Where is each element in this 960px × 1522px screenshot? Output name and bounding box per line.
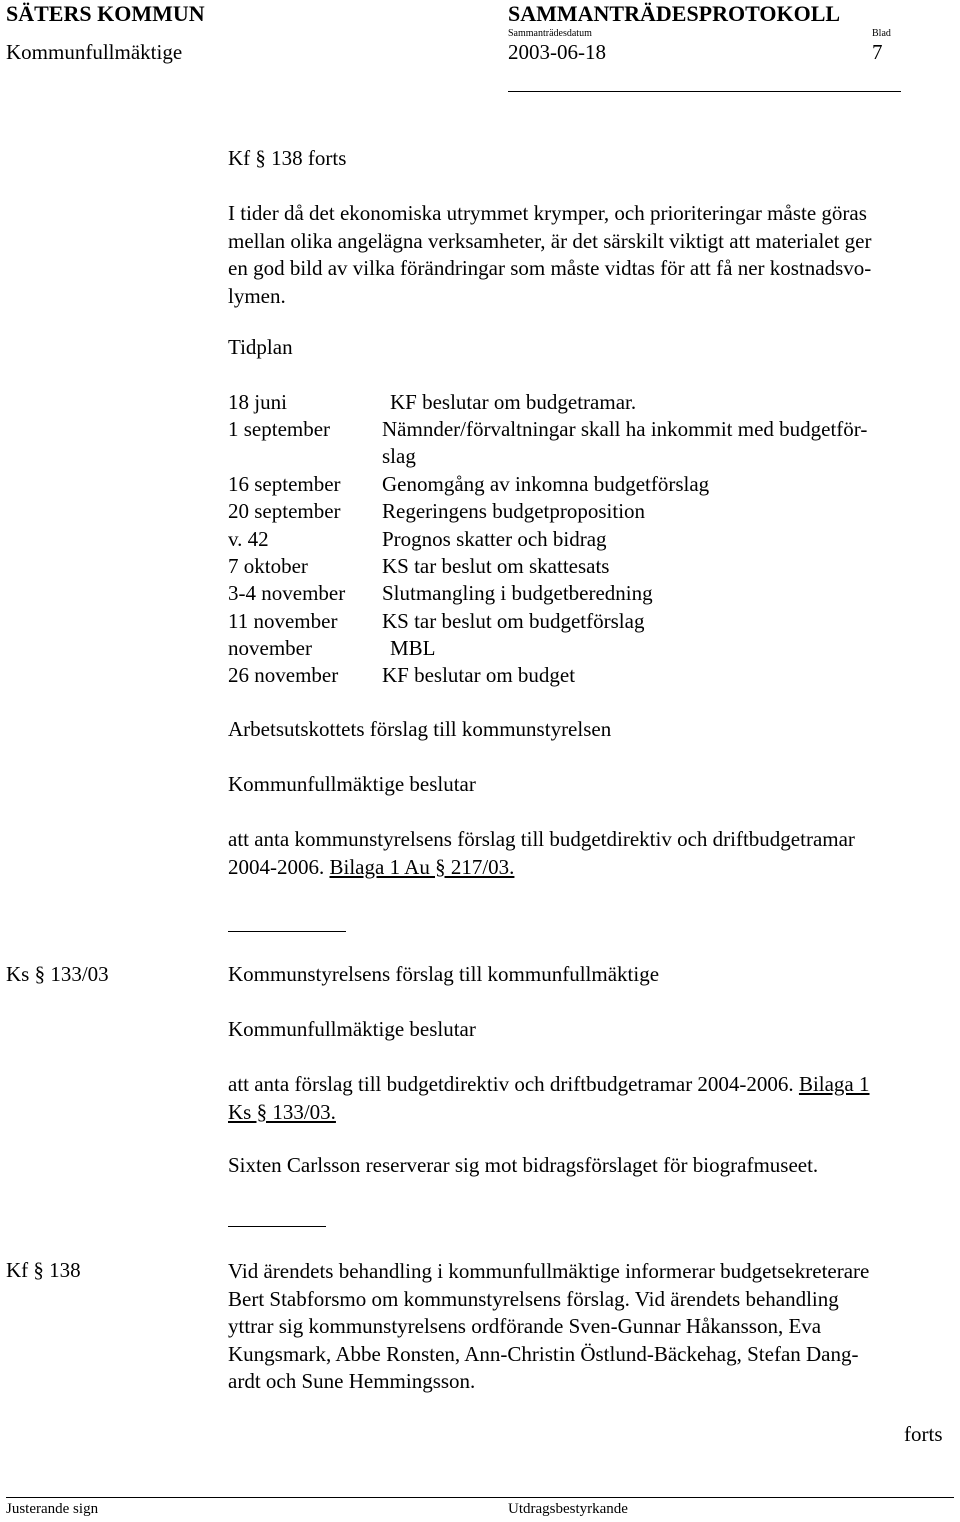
continued-marker: forts	[904, 1422, 943, 1446]
schedule-item-continued: slag	[382, 444, 416, 468]
intro-line: lymen.	[228, 283, 286, 308]
schedule-date: 1 september	[228, 417, 331, 441]
attachment-link[interactable]: Bilaga 1	[798, 1072, 870, 1096]
schedule-item: MBL	[390, 636, 436, 660]
schedule-item: Prognos skatter och bidrag	[382, 527, 607, 551]
discussion-line: Kungsmark, Abbe Ronsten, Ann-Christin Östlund-Bäckehag, Stefan Dang-	[228, 1341, 859, 1366]
meeting-date: 2003-06-18	[508, 40, 606, 64]
intro-line: I tider då det ekonomiska utrymmet krymper, och prioriteringar måste göras	[228, 201, 867, 225]
schedule-item: Nämnder/förvaltningar skall ha inkommit med budgetför-	[382, 417, 868, 441]
schedule-date: 20 september	[228, 499, 341, 523]
decision-2-text: att anta förslag till budgetdirektiv och driftbudgetramar 2004-2006.	[228, 1072, 799, 1096]
header-rule	[508, 91, 901, 92]
attachment-link[interactable]: Ks § 133/03.	[228, 1099, 336, 1124]
kf-decision-heading: Kommunfullmäktige beslutar	[228, 1017, 476, 1041]
schedule-date: 3-4 november	[228, 581, 346, 605]
schedule-item: Slutmangling i budgetberedning	[382, 581, 653, 605]
separator-rule	[228, 1226, 326, 1227]
section-title: Kf § 138 forts	[228, 146, 347, 170]
decision-1	[228, 826, 855, 881]
page-label: Blad	[872, 28, 891, 39]
schedule-date: v. 42	[228, 527, 269, 551]
kf-decision-heading: Kommunfullmäktige beslutar	[228, 772, 476, 796]
footer-rule	[6, 1497, 954, 1498]
schedule-item: KF beslutar om budgetramar.	[390, 390, 637, 414]
document-type: SAMMANTRÄDESPROTOKOLL	[508, 1, 841, 26]
extract-label: Utdragsbestyrkande	[508, 1501, 628, 1517]
reservation-note: Sixten Carlsson reserverar sig mot bidragsförslaget för biografmuseet.	[228, 1153, 819, 1177]
ks-reference: Ks § 133/03	[6, 962, 109, 986]
schedule-date: 16 september	[228, 472, 341, 496]
schedule-item: KF beslutar om budget	[382, 663, 576, 687]
schedule-item: KS tar beslut om budgetförslag	[382, 609, 645, 633]
schedule-item: Genomgång av inkomna budgetförslag	[382, 472, 710, 496]
schedule-item: Regeringens budgetproposition	[382, 499, 646, 523]
intro-line: en god bild av vilka förändringar som måste vidtas för att få ner kostnadsvo-	[228, 256, 872, 280]
attachment-link[interactable]: Bilaga 1 Au § 217/03.	[329, 854, 515, 879]
decision-1-line: att anta kommunstyrelsens förslag till budgetdirektiv och driftbudgetramar	[228, 827, 855, 851]
intro-line: mellan olika angelägna verksamheter, är det särskilt viktigt att materialet ger	[228, 228, 872, 253]
page-number: 7	[872, 40, 883, 64]
discussion-line: Vid ärendets behandling i kommunfullmäktige informerar budgetsekreterare	[228, 1259, 870, 1283]
kf-reference: Kf § 138	[6, 1258, 81, 1282]
decision-2	[228, 1071, 870, 1126]
schedule-date: 7 oktober	[228, 554, 308, 578]
ks-heading: Kommunstyrelsens förslag till kommunfullmäktige	[228, 962, 660, 986]
au-heading: Arbetsutskottets förslag till kommunstyrelsen	[228, 717, 612, 741]
schedule-date: 11 november	[228, 609, 338, 633]
separator-rule	[228, 931, 346, 932]
schedule-date: 26 november	[228, 663, 339, 687]
municipality-name: SÄTERS KOMMUN	[6, 1, 205, 26]
tidplan-heading: Tidplan	[228, 335, 293, 359]
schedule-date: november	[228, 636, 312, 660]
discussion-line: ardt och Sune Hemmingsson.	[228, 1369, 476, 1393]
body-name: Kommunfullmäktige	[6, 40, 183, 64]
schedule-date: 18 juni	[228, 390, 287, 414]
discussion-line: yttrar sig kommunstyrelsens ordförande Sven-Gunnar Håkansson, Eva	[228, 1314, 822, 1338]
discussion-paragraph	[228, 1258, 869, 1396]
intro-paragraph	[228, 200, 872, 310]
date-label: Sammanträdesdatum	[508, 28, 592, 39]
decision-1-years: 2004-2006.	[228, 854, 330, 879]
sign-label: Justerande sign	[6, 1501, 99, 1517]
schedule-item: KS tar beslut om skattesats	[382, 554, 610, 578]
discussion-line: Bert Stabforsmo om kommunstyrelsens förslag. Vid ärendets behandling	[228, 1286, 839, 1311]
